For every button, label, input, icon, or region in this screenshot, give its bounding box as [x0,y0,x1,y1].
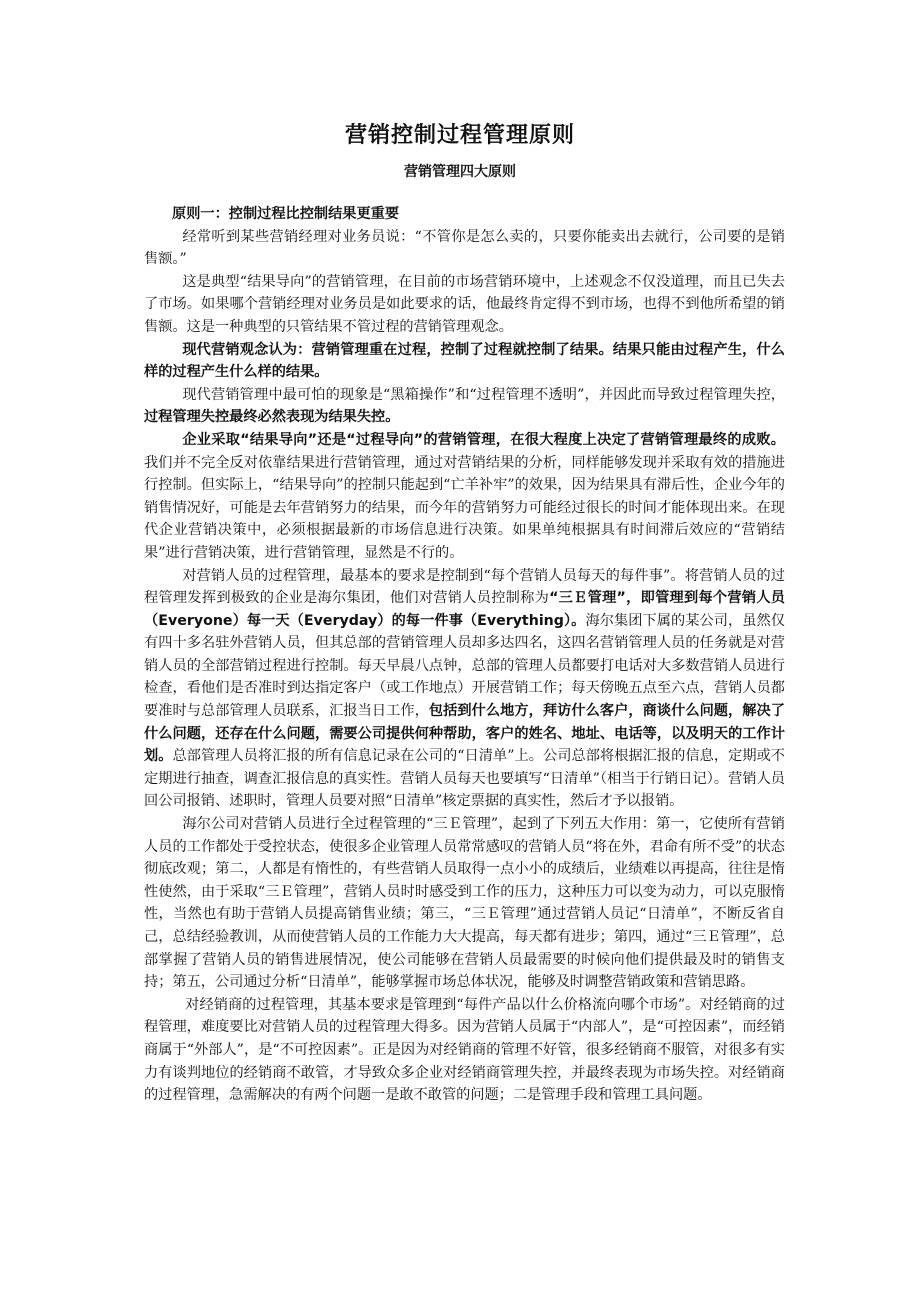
document-title: 营销控制过程管理原则 [344,123,575,148]
section-heading: 原则一：控制过程比控制结果更重要 [172,206,400,222]
text-run: 对经销商的过程管理，其基本要求是管理到“每件产品以什么价格流向哪个市场”。对经销商的过程管理，难度要比对营销人员的过程管理大得多。因为营销人员属于“内部人”，是“可控因素”，而经销商属于“外部人”，是“不可控因素”。正是因为对经销商的管理不好管，很多经销商不服管，对很多有实力有谈判地位的经销商不敢管，才导致众多企业对经销商管理失控，并最终表现为市场失控。对经销商的过程管理，急需解决的有两个问题一是敢不敢管的问题；二是管理手段和管理工具问题。 [144,996,785,1104]
bold-text-run: 企业采取“结果导向”还是“过程导向”的营销管理，在很大程度上决定了营销管理最终的成败。 [182,431,785,448]
paragraph-6 [144,565,785,814]
paragraph-5 [144,429,785,565]
paragraph-3 [144,339,785,384]
text-run: 海尔集团下属的某公司，虽然仅有四十多名驻外营销人员，但其总部的营销管理人员却多达四名，这四名营销管理人员的任务就是对营销人员的全部营销过程进行控制。每天早晨八点钟，总部的管理人员都要打电话对大多数营销人员进行检查，看他们是否准时到达指定客户（或工作地点）开展营销工作；每天傍晚五点至六点，营销人员都要准时与总部管理人员联系，汇报当日工作， [144,612,785,720]
bold-text-run: 现代营销观念认为：营销管理重在过程，控制了过程就控制了结果。结果只能由过程产生，什么样的过程产生什么样的结果。 [144,341,785,381]
paragraph-4 [144,384,785,429]
text-run: 这是典型“结果导向”的营销管理，在目前的市场营销环境中，上述观念不仅没道理，而且已失去了市场。如果哪个营销经理对业务员是如此要求的话，他最终肯定得不到市场，也得不到他所希望的销售额。这是一种典型的只管结果不管过程的营销管理观念。 [144,273,785,335]
document-body [144,203,785,1107]
paragraph-7 [144,813,785,994]
paragraph-8 [144,994,785,1107]
bold-text-run: 包括到什么地方，拜访什么客户，商谈什么问题，解决了什么问题，还存在什么问题，需要公司提供何种帮助，客户的姓名、地址、电话等，以及明天的工作计划。 [144,703,785,765]
text-run: 海尔公司对营销人员进行全过程管理的“三Ｅ管理”，起到了下列五大作用：第一，它使所有营销人员的工作都处于受控状态，使很多企业管理人员常常感叹的营销人员“将在外，君命有所不受”的状态彻底改观；第二，人都是有惰性的，有些营销人员取得一点小小的成绩后，业绩难以再提高，往往是惰性使然，由于采取“三Ｅ管理”，营销人员时时感受到工作的压力，这种压力可以变为动力，可以克服惰性，当然也有助于营销人员提高销售业绩；第三，“三Ｅ管理”通过营销人员记“日清单”，不断反省自己，总结经验教训，从而使营销人员的工作能力大大提高，每天都有进步；第四，通过“三Ｅ管理”，总部掌握了营销人员的销售进展情况，使公司能够在营销人员最需要的时候向他们提供最及时的销售支持；第五，公司通过分析“日清单”，能够掌握市场总体状况，能够及时调整营销政策和营销思路。 [144,816,785,991]
document-subtitle: 营销管理四大原则 [404,164,516,180]
paragraph-2 [144,271,785,339]
text-run: 我们并不完全反对依靠结果进行营销管理，通过对营销结果的分析，同样能够发现并采取有效的措施进行控制。但实际上，“结果导向”的控制只能起到“亡羊补牢”的效果，因为结果具有滞后性，企业今年的销售情况好，可能是去年营销努力的结果，而今年的营销努力可能经过很长的时间才能体现出来。在现代企业营销决策中，必须根据最新的市场信息进行决策。如果单纯根据具有时间滞后效应的“营销结果”进行营销决策，进行营销管理，显然是不行的。 [144,454,785,561]
text-run: 经常听到某些营销经理对业务员说：“不管你是怎么卖的，只要你能卖出去就行，公司要的是销售额。” [144,228,785,268]
bold-text-run: 过程管理失控最终必然表现为结果失控。 [144,409,400,426]
text-run: 对营销人员的过程管理，最基本的要求是控制到“每个营销人员每天的每件事”。将营销人员的过程管理发挥到极致的企业是海尔集团，他们对营销人员控制称为 [144,567,785,607]
text-run: 总部管理人员将汇报的所有信息记录在公司的“日清单”上。公司总部将根据汇报的信息，定期或不定期进行抽查，调查汇报信息的真实性。营销人员每天也要填写“日清单”（相当于行销日记）。营销人员回公司报销、述职时，管理人员要对照“日清单”核定票据的真实性，然后才予以报销。 [144,748,785,810]
paragraph-1 [144,226,785,271]
bold-text-run: “三Ｅ管理”，即管理到每个营销人员（Everyone）每一天（Everyday）的每一件事（Everything）。 [144,590,785,629]
text-run: 现代营销管理中最可怕的现象是“黑箱操作”和“过程管理不透明”，并因此而导致过程管理失控， [182,386,785,403]
